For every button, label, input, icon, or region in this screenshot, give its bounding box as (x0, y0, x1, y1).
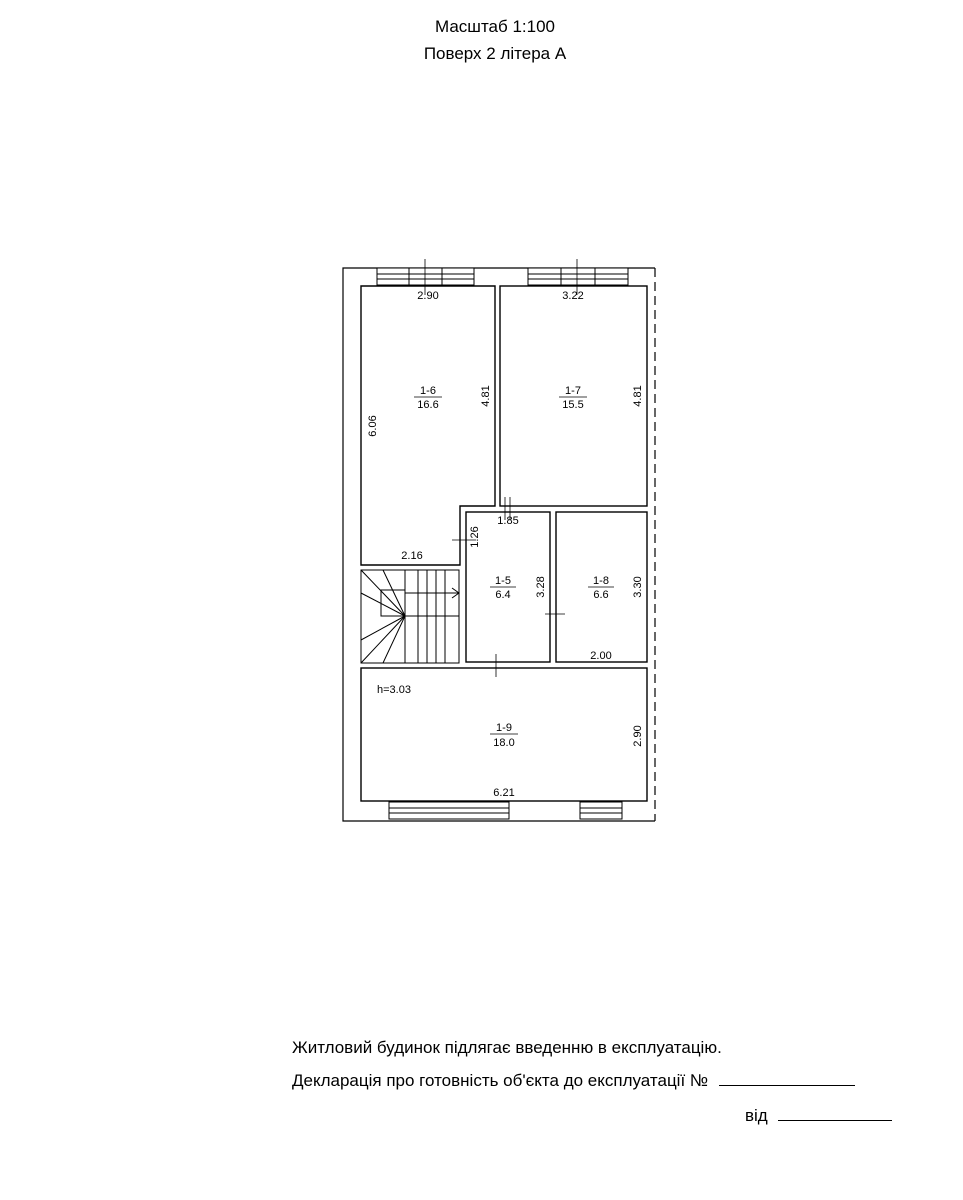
room-1-5-id: 1-5 (495, 575, 511, 587)
room-1-8-area: 6.6 (593, 589, 609, 601)
dim-3-30: 3.30 (632, 576, 644, 598)
dim-4-81-b: 4.81 (632, 385, 644, 407)
dim-2-16: 2.16 (401, 550, 423, 562)
height-note: h=3.03 (377, 684, 411, 696)
room-1-7-id: 1-7 (565, 385, 581, 397)
date-line (745, 1106, 892, 1126)
room-1-6-id: 1-6 (420, 385, 436, 397)
declaration-label: Декларація про готовність об'єкта до експлуатації № (292, 1071, 709, 1090)
room-1-9-area: 18.0 (493, 737, 515, 749)
dim-2-00: 2.00 (590, 650, 612, 662)
room-1-5-area: 6.4 (495, 589, 511, 601)
dim-6-06: 6.06 (367, 415, 379, 437)
room-1-7-area: 15.5 (562, 399, 584, 411)
room-1-8-id: 1-8 (593, 575, 609, 587)
dim-2-90-right: 2.90 (632, 725, 644, 747)
declaration-line (292, 1071, 855, 1091)
declaration-number-blank (719, 1071, 855, 1086)
dim-1-85: 1.85 (497, 515, 519, 527)
date-label: від (745, 1106, 768, 1125)
room-1-6-outline (361, 286, 495, 565)
dim-4-81-a: 4.81 (480, 385, 492, 407)
dim-3-28: 3.28 (535, 576, 547, 598)
dim-6-21: 6.21 (493, 787, 515, 799)
commissioning-statement: Житловий будинок підлягає введенню в експлуатацію. (292, 1038, 722, 1057)
dim-3-22: 3.22 (562, 290, 584, 302)
plan-scale: Масштаб 1:100 (435, 17, 555, 36)
room-1-9-id: 1-9 (496, 722, 512, 734)
floor-title: Поверх 2 літера А (423, 44, 567, 63)
dim-2-90-top: 2.90 (417, 290, 439, 302)
door-marks (425, 259, 577, 677)
date-blank (778, 1106, 892, 1121)
room-1-6-area: 16.6 (417, 399, 439, 411)
staircase (361, 570, 459, 663)
dim-1-26: 1.26 (469, 526, 481, 548)
